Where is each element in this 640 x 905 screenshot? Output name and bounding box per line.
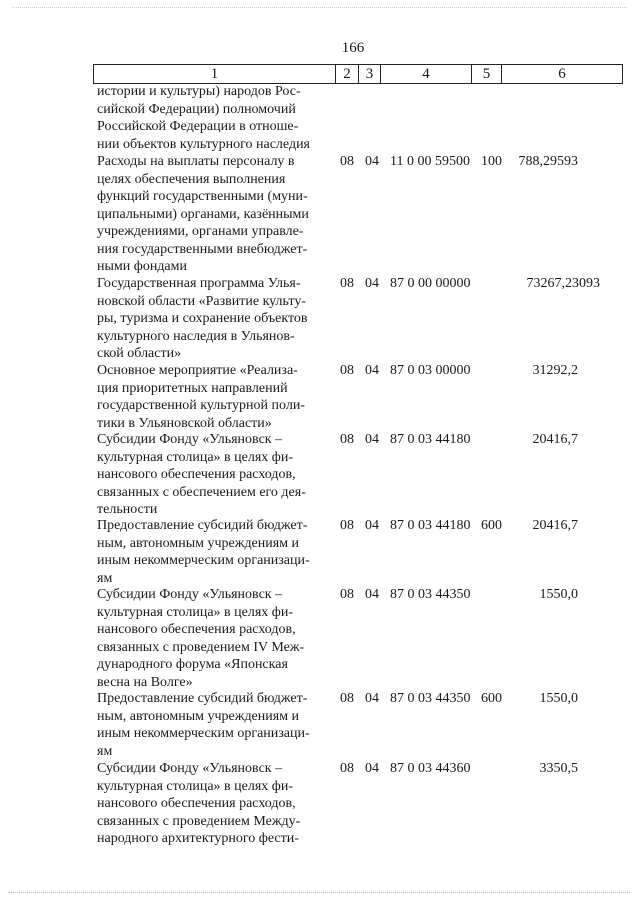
row-description [97, 431, 334, 519]
description-line: связанных с проведением IV Меж- [97, 639, 305, 655]
description-line: культурная столица» в целях фи- [97, 604, 294, 620]
description-line: весна на Волге» [97, 674, 193, 690]
description-line: нансового обеспечения расходов, [97, 796, 296, 811]
row-description [97, 275, 334, 363]
column-header-6: 6 [502, 65, 623, 84]
scan-edge-bottom [8, 892, 630, 893]
target-article-code: 87 0 03 44360 [390, 761, 471, 776]
section-code: 08 [340, 587, 354, 602]
target-article-code: 87 0 03 44350 [390, 587, 471, 602]
description-line: ям [97, 570, 113, 586]
column-header-5: 5 [472, 65, 502, 84]
section-code: 08 [340, 691, 354, 706]
section-code: 08 [340, 276, 354, 291]
amount: 31292,2 [532, 363, 578, 378]
description-line: государственной культурной поли- [97, 398, 305, 413]
row-description [97, 362, 334, 432]
column-header-3: 3 [359, 65, 381, 84]
description-line: нансового обеспечения расходов, [97, 622, 296, 637]
description-line: тики в Ульяновской области» [97, 415, 272, 431]
amount: 73267,23093 [526, 276, 600, 291]
description-line: ям [97, 743, 113, 759]
description-line: нансового обеспечения расходов, [97, 467, 296, 482]
amount: 20416,7 [532, 432, 578, 447]
row-description [97, 153, 334, 276]
description-line: связанных с проведением Между- [97, 813, 301, 829]
description-line: культурного наследия в Ульянов- [97, 328, 295, 344]
expense-type-code: 600 [481, 691, 502, 706]
description-line: ния государственными внебюджет- [97, 241, 308, 257]
description-line: связанных с обеспечением его дея- [97, 484, 306, 500]
description-line: истории и культуры) народов Рос- [97, 84, 301, 99]
description-line: Субсидии Фонду «Ульяновск – [97, 432, 283, 447]
section-code: 08 [340, 518, 354, 533]
description-line: Государственная программа Улья- [97, 276, 301, 291]
amount: 788,29593 [518, 154, 578, 169]
section-code: 08 [340, 761, 354, 776]
description-line: дународного форума «Японская [97, 657, 288, 672]
section-code: 08 [340, 432, 354, 447]
page-number: 166 [341, 40, 365, 56]
description-line: Российской Федерации в отноше- [97, 119, 299, 134]
description-line: ры, туризма и сохранение объектов [97, 311, 308, 326]
target-article-code: 87 0 03 44180 [390, 518, 471, 533]
amount: 1550,0 [539, 691, 578, 706]
expense-type-code: 100 [481, 154, 502, 169]
target-article-code: 11 0 00 59500 [390, 154, 470, 169]
subsection-code: 04 [365, 276, 379, 291]
description-line: Расходы на выплаты персоналу в [97, 154, 295, 169]
description-line: культурная столица» в целях фи- [97, 449, 294, 465]
description-line: ным, автономным учреждениям и [97, 535, 300, 551]
target-article-code: 87 0 03 00000 [390, 363, 471, 378]
description-line: ской области» [97, 346, 182, 361]
row-description [97, 517, 334, 587]
description-line: Предоставление субсидий бюджет- [97, 518, 308, 533]
amount: 1550,0 [539, 587, 578, 602]
description-line: Предоставление субсидий бюджет- [97, 691, 308, 706]
amount: 20416,7 [532, 518, 578, 533]
subsection-code: 04 [365, 691, 379, 706]
column-header-1: 1 [94, 65, 336, 84]
description-line: Субсидии Фонду «Ульяновск – [97, 587, 283, 602]
row-description [97, 586, 334, 691]
description-line: культурная столица» в целях фи- [97, 778, 294, 794]
target-article-code: 87 0 03 44180 [390, 432, 471, 447]
target-article-code: 87 0 03 44350 [390, 691, 471, 706]
description-line: тельности [97, 502, 158, 517]
description-line: иным некоммерческим организаци- [97, 553, 310, 568]
subsection-code: 04 [365, 761, 379, 776]
description-line: учреждениями, органами управле- [97, 224, 304, 239]
column-header-4: 4 [381, 65, 472, 84]
row-description [97, 83, 334, 153]
description-line: народного архитектурного фести- [97, 831, 299, 846]
column-header-2: 2 [336, 65, 359, 84]
subsection-code: 04 [365, 432, 379, 447]
description-line: целях обеспечения выполнения [97, 171, 286, 187]
subsection-code: 04 [365, 363, 379, 378]
description-line: ным, автономным учреждениям и [97, 708, 300, 724]
subsection-code: 04 [365, 587, 379, 602]
description-line: ными фондами [97, 259, 188, 274]
description-line: сийской Федерации) полномочий [97, 101, 296, 117]
section-code: 08 [340, 154, 354, 169]
description-line: иным некоммерческим организаци- [97, 726, 310, 741]
row-description [97, 690, 334, 760]
description-line: нии объектов культурного наследия [97, 136, 311, 152]
description-line: функций государственными (муни- [97, 189, 308, 204]
description-line: ципальными) органами, казёнными [97, 206, 309, 222]
target-article-code: 87 0 00 00000 [390, 276, 471, 291]
description-line: новской области «Развитие культу- [97, 293, 306, 309]
description-line: ция приоритетных направлений [97, 380, 288, 396]
amount: 3350,5 [539, 761, 578, 776]
subsection-code: 04 [365, 518, 379, 533]
row-description [97, 760, 334, 848]
section-code: 08 [340, 363, 354, 378]
expense-type-code: 600 [481, 518, 502, 533]
description-line: Субсидии Фонду «Ульяновск – [97, 761, 283, 776]
description-line: Основное мероприятие «Реализа- [97, 363, 298, 378]
subsection-code: 04 [365, 154, 379, 169]
